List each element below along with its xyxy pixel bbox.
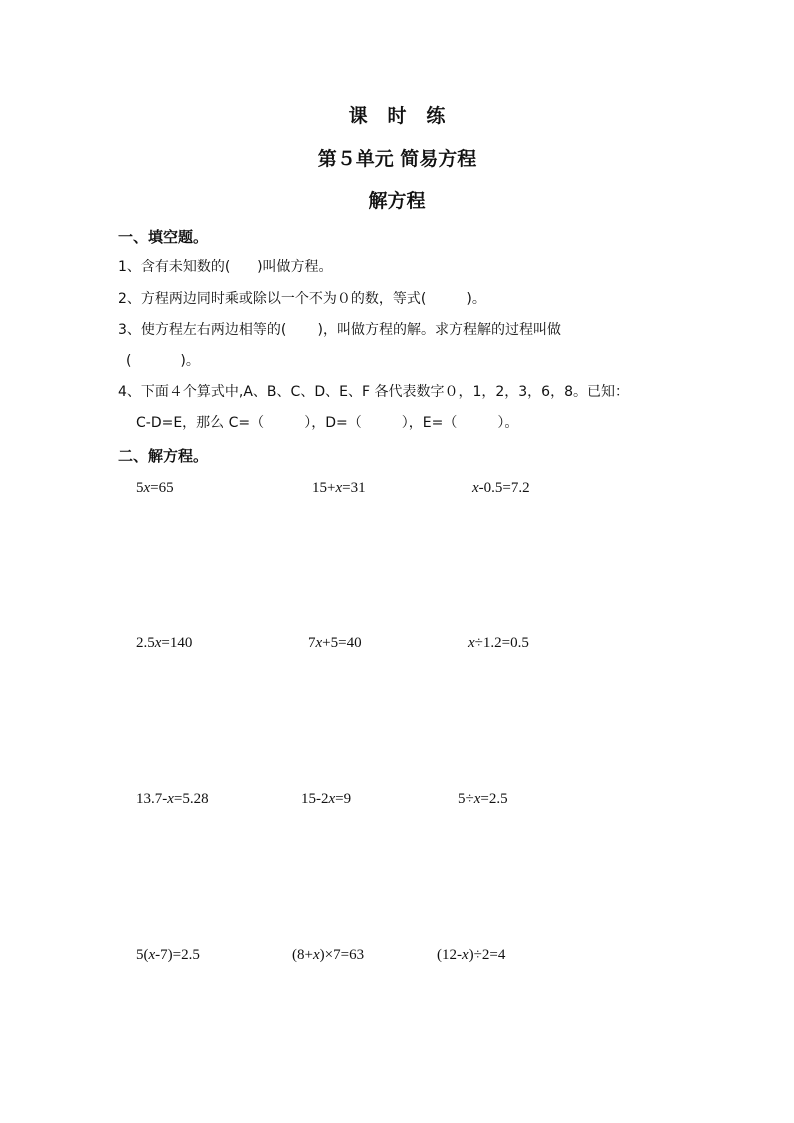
equation: (12-x)÷2=4: [437, 947, 506, 963]
equation: 5x=65: [136, 480, 174, 496]
unit-title: 第５单元 简易方程: [317, 148, 477, 170]
question-2: 2、方程两边同时乘或除以一个不为０的数，等式( )。: [118, 291, 486, 307]
equation: (8+x)×7=63: [292, 947, 365, 963]
equation: 13.7-x=5.28: [136, 791, 209, 807]
equation: 2.5x=140: [136, 635, 193, 651]
equation: 5÷x=2.5: [458, 791, 508, 807]
equation: 15-2x=9: [301, 791, 352, 807]
question-3-line-1: 3、使方程左右两边相等的( )，叫做方程的解。求方程解的过程叫做: [118, 322, 561, 338]
equation: 7x+5=40: [308, 635, 362, 651]
page-title: 课 时 练: [348, 105, 446, 127]
section-heading-solve: 二、解方程。: [118, 447, 209, 465]
equation: 15+x=31: [312, 480, 366, 496]
equation: 5(x-7)=2.5: [136, 947, 200, 963]
equation: x÷1.2=0.5: [468, 635, 529, 651]
question-4-line-2: C-D=E，那么 C=（ ），D=（ ），E=（ ）。: [136, 415, 519, 431]
question-3-line-2: ( )。: [126, 353, 200, 369]
question-1: 1、含有未知数的( )叫做方程。: [118, 259, 333, 275]
equation: x-0.5=7.2: [472, 480, 530, 496]
question-4-line-1: 4、下面４个算式中,A、B、C、D、E、F 各代表数字０，1，2，3，6，8。已知：: [118, 384, 629, 400]
lesson-title: 解方程: [368, 190, 426, 212]
section-heading-fill-in: 一、填空题。: [118, 228, 209, 246]
